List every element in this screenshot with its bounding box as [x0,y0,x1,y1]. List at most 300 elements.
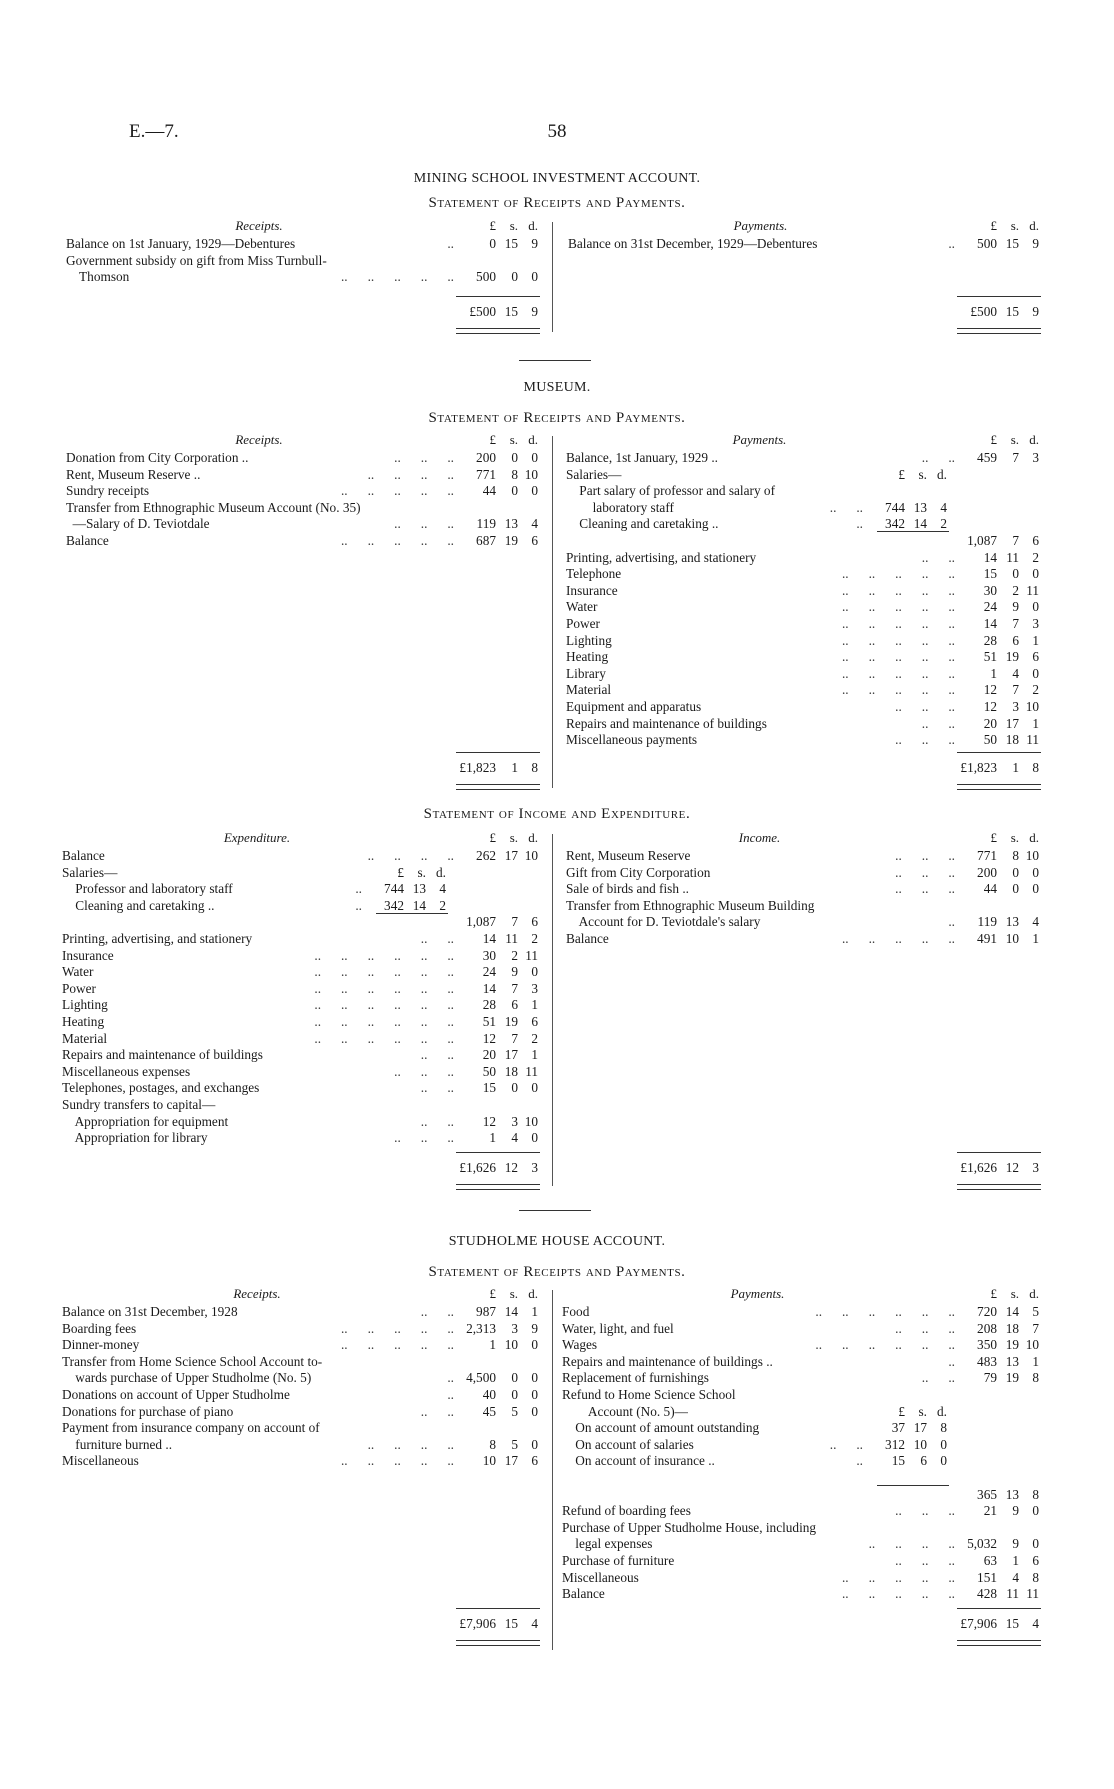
leader-dots: .. .. .. .. [367,466,454,482]
right-row-amount-pence: 5 [1032,1304,1039,1319]
left-total-rule [456,1152,540,1153]
right-row [566,682,1045,699]
left-row [62,1437,544,1454]
right-row-amount-pounds: 428 [977,1586,997,1602]
left-row-amount-shillings: 18 [504,1063,518,1079]
right-row-subamount-shillings: 14 [913,516,927,532]
right-row-subamount-shillings: 17 [913,1420,927,1436]
left-row-amount-shillings: 15 [504,236,518,251]
left-lsd-header [462,1286,538,1302]
leader-dots: .. .. .. .. .. [340,269,454,285]
right-row-amount [963,649,1039,666]
left-row-amount-pence: 1 [531,1304,538,1319]
left-row-amount-pounds: 1 [489,1337,496,1353]
right-row-label: Cleaning and caretaking .. [566,516,719,532]
left-total-pounds: £1,823 [459,760,496,775]
left-total-pence: 3 [531,1160,538,1175]
museum-ie-expenditure [62,830,544,1175]
right-row-amount-pence: 1 [1032,930,1039,946]
mining-subtitle: Statement of Receipts and Payments. [428,195,686,211]
left-row [66,500,544,517]
right-row-amount-shillings: 1 [1012,1552,1019,1568]
right-row-amount-pounds: 151 [977,1569,997,1585]
left-row [62,1370,544,1387]
right-row [562,1404,1045,1421]
right-row-amount-pence: 0 [1032,881,1039,897]
right-row-subamount-pence: 2 [940,516,947,532]
left-row [62,948,544,965]
right-row-subamount-shillings: s. [918,466,927,482]
left-row-amount-pounds: 687 [476,532,496,548]
right-row-amount-pounds: 459 [977,450,997,465]
right-lsd-header [963,830,1039,846]
right-total-pounds: £7,906 [960,1616,997,1631]
right-row [562,1536,1045,1553]
left-total-rule [456,296,540,297]
left-row-amount-shillings: 2 [511,947,518,963]
left-lsd-header-pounds: £ [489,1286,496,1301]
right-row [562,1487,1045,1504]
leader-dots: .. .. .. .. .. [340,483,454,499]
leader-dots: .. .. .. .. [367,1436,454,1452]
left-row-amount-pounds: 14 [482,980,496,996]
left-row-label: Sundry receipts [66,483,150,499]
left-row [62,1337,544,1354]
left-row [62,1387,544,1404]
right-lsd-header-shillings: s. [1010,218,1019,233]
right-row-subamount-pence: 0 [940,1453,947,1469]
right-row-amount-pounds: 20 [983,715,997,731]
leader-dots: .. [856,1453,863,1469]
right-row-amount-shillings: 18 [1005,732,1019,748]
left-row [62,848,544,865]
right-row-label: Telephone [566,566,622,582]
left-total-double-rule [456,328,540,334]
left-lsd-header-pence: d. [528,1286,538,1301]
right-row-amount-shillings: 11 [1006,549,1019,565]
right-row-amount-shillings: 14 [1005,1304,1019,1319]
right-row [566,616,1045,633]
right-total-rule [957,1152,1041,1153]
leader-dots: .. .. [420,1113,454,1129]
left-row-amount-shillings: 3 [511,1113,518,1129]
left-row-amount [462,1321,538,1338]
left-row [66,269,544,286]
left-row-amount [462,997,538,1014]
left-row-label: furniture burned .. [62,1436,173,1452]
leader-dots: .. .. [921,1370,955,1386]
right-row-amount-pounds: 720 [977,1304,997,1319]
left-row-subamount-shillings: 13 [412,881,426,897]
right-row-subamount-pence: d. [937,466,947,482]
leader-dots: .. .. .. .. .. [340,532,454,548]
left-row-amount-pence: 0 [531,1436,538,1452]
leader-dots: .. .. .. .. .. [841,1586,955,1602]
right-total-shillings: 12 [1005,1160,1019,1175]
right-row-amount [963,1536,1039,1553]
right-column-label: Payments. [730,1286,785,1301]
right-row-amount-shillings: 4 [1012,665,1019,681]
studholme-payments [562,1286,1045,1631]
left-row-label: Dinner-money [62,1337,140,1353]
left-row-label: Boarding fees [62,1320,137,1336]
right-row-amount-pounds: 208 [977,1320,997,1336]
right-row-subamount [871,467,947,484]
leader-dots: .. .. .. [895,732,955,748]
left-row [62,1420,544,1437]
right-row [566,450,1045,467]
left-row [66,236,544,253]
right-row-label: Salaries— [566,466,622,482]
left-row-amount-pounds: 15 [482,1080,496,1096]
left-row-amount-pence: 0 [531,483,538,499]
right-total-shillings: 1 [1012,760,1019,775]
left-row-amount-shillings: 0 [511,483,518,499]
left-row-label: Repairs and maintenance of buildings [62,1047,263,1063]
right-total-rule [957,752,1041,753]
left-row [62,898,544,915]
left-row-amount-shillings: 7 [511,914,518,930]
right-row-amount-pence: 6 [1032,532,1039,548]
right-row-amount-shillings: 10 [1005,930,1019,946]
left-row-amount [462,1387,538,1404]
left-total-shillings: 15 [504,304,518,319]
right-row-amount-pounds: 44 [983,881,997,897]
left-row-label: Donations on account of Upper Studholme [62,1386,290,1402]
left-lsd-header-pence: d. [528,830,538,845]
left-row-label: Thomson [66,269,130,285]
right-row-amount-pence: 1 [1032,632,1039,648]
right-row-amount-shillings: 19 [1005,649,1019,665]
leader-dots: .. .. .. [394,1130,454,1146]
left-row-label: Transfer from Ethnographic Museum Account (No. 35) [66,499,361,515]
left-row-amount-pence: 0 [531,269,538,285]
left-row [62,1354,544,1371]
left-rows [66,450,544,550]
left-row-amount-pence: 1 [531,997,538,1013]
left-row-label: Salaries— [62,864,118,880]
right-total [949,1616,1039,1632]
right-row-label: Insurance [566,582,618,598]
right-row-amount-pence: 11 [1026,732,1039,748]
right-row-amount-shillings: 11 [1006,1586,1019,1602]
right-row-label: Refund to Home Science School [562,1386,736,1402]
right-subtotal-rule [877,1485,949,1486]
right-row [562,1453,1045,1470]
left-row-amount-shillings: 10 [504,1337,518,1353]
left-row [62,881,544,898]
left-row-subamount-shillings: 14 [412,897,426,913]
left-heading [66,432,544,450]
left-row [66,467,544,484]
museum-divider [552,436,553,788]
left-row-amount [462,964,538,981]
right-row-amount [963,848,1039,865]
right-row-label: legal expenses [562,1536,653,1552]
right-heading [568,218,1045,236]
left-row [62,1114,544,1131]
left-row-label: Appropriation for equipment [62,1113,229,1129]
left-row-amount-pounds: 119 [476,516,496,532]
left-row-amount-pounds: 51 [482,1013,496,1029]
mining-divider [552,222,553,332]
right-row-label: Material [566,682,612,698]
right-lsd-header-pence: d. [1029,432,1039,447]
right-row-label: Balance, 1st January, 1929 .. [566,450,719,465]
right-row-amount-shillings: 2 [1012,582,1019,598]
right-row-amount-pence: 8 [1032,1569,1039,1585]
leader-dots: .. .. .. .. .. [841,682,955,698]
left-row-amount [462,1130,538,1147]
left-row-amount-pence: 0 [531,1130,538,1146]
right-row [562,1387,1045,1404]
right-row [566,500,1045,517]
leader-dots: .. .. .. .. .. [841,665,955,681]
right-row-subamount [871,1420,947,1437]
right-lsd-header-pounds: £ [990,432,997,447]
right-row-amount [963,599,1039,616]
left-total [448,1616,538,1632]
right-row-label: Account for D. Teviotdale's salary [566,914,761,930]
right-row-label: Food [562,1304,590,1319]
leader-dots: .. [447,236,454,251]
right-total-double-rule [957,1640,1041,1646]
right-row-amount [963,1337,1039,1354]
right-row-amount-pounds: 200 [977,864,997,880]
right-row [566,533,1045,550]
right-lsd-header-pounds: £ [990,830,997,845]
right-lsd-header-pence: d. [1029,1286,1039,1301]
right-row-subamount [871,1453,947,1470]
left-row-amount-pounds: 12 [482,1030,496,1046]
right-row-amount-pence: 6 [1032,1552,1039,1568]
right-row-amount-pounds: 491 [977,930,997,946]
right-row-label: Library [566,665,606,681]
right-row [566,583,1045,600]
left-row-amount-pence: 0 [531,1080,538,1096]
right-row-label: Lighting [566,632,612,648]
right-row-label: Gift from City Corporation [566,864,711,880]
left-lsd-header-shillings: s. [509,1286,518,1301]
left-lsd-header-pounds: £ [489,432,496,447]
museum-payments [566,432,1045,775]
right-row [566,633,1045,650]
left-row-amount-pounds: 262 [476,848,496,863]
leader-dots: .. .. [420,1047,454,1063]
left-row-amount [462,1370,538,1387]
left-row-amount [462,1337,538,1354]
right-row-amount-pounds: 119 [977,914,997,930]
left-total-shillings: 15 [504,1616,518,1631]
left-row [66,516,544,533]
right-row-amount-pounds: 63 [983,1552,997,1568]
left-row-amount-shillings: 7 [511,1030,518,1046]
right-total-pounds: £1,823 [960,760,997,775]
left-lsd-header-pounds: £ [489,218,496,233]
studholme-divider [552,1290,553,1650]
right-row-amount-shillings: 13 [1005,1353,1019,1369]
left-row-amount-shillings: 0 [511,1370,518,1386]
right-row [562,1370,1045,1387]
left-row-amount-pence: 0 [531,450,538,465]
right-row-label: Refund of boarding fees [562,1503,691,1519]
left-row-amount-shillings: 17 [504,848,518,863]
right-row-amount [963,1321,1039,1338]
leader-dots: .. .. [420,1403,454,1419]
right-row-amount-shillings: 9 [1012,1503,1019,1519]
left-row-label: Balance [62,848,105,863]
leader-dots: .. .. .. .. .. [340,1453,454,1469]
leader-dots: .. .. [420,1304,454,1319]
left-row-amount-pounds: 1 [489,1130,496,1146]
left-row-amount [462,483,538,500]
right-row-label: Repairs and maintenance of buildings [566,715,767,731]
left-row-label: Donation from City Corporation .. [66,450,249,465]
left-total [448,1160,538,1176]
right-row-amount [963,1570,1039,1587]
leader-dots: .. [447,1386,454,1402]
left-row [62,865,544,882]
left-row-label: Balance on 1st January, 1929—Debentures [66,236,296,251]
right-row-amount-shillings: 3 [1012,698,1019,714]
right-row-amount-pounds: 15 [983,566,997,582]
right-row-amount [963,1304,1039,1321]
page-number: 58 [547,121,567,142]
left-row-label: Transfer from Home Science School Account to- [62,1353,323,1369]
left-row [62,1321,544,1338]
leader-dots: .. .. .. [895,848,955,863]
right-row-label: On account of amount outstanding [562,1420,760,1436]
left-row-label: Water [62,964,94,980]
studholme-receipts [62,1286,544,1631]
right-total-rule [957,296,1041,297]
right-row-amount [963,236,1039,253]
right-lsd-header-pence: d. [1029,218,1039,233]
left-row [62,1130,544,1147]
left-total-double-rule [456,784,540,790]
left-row-amount [462,1014,538,1031]
left-row-subamount-pounds: 342 [384,897,404,913]
right-row-amount [963,1354,1039,1371]
right-lsd-header [963,432,1039,448]
right-row-amount-shillings: 8 [1012,848,1019,863]
right-row-label: Miscellaneous payments [566,732,698,748]
left-column-label: Expenditure. [223,830,291,845]
right-row-amount-pence: 10 [1025,698,1039,714]
left-row-amount [462,1304,538,1321]
left-row-amount-pounds: 2,313 [466,1320,496,1336]
left-lsd-header [462,432,538,448]
left-row-amount-shillings: 11 [505,930,518,946]
right-row-amount-shillings: 6 [1012,632,1019,648]
left-row [62,931,544,948]
left-subtotal-rule [376,913,448,914]
leader-dots: .. .. [921,715,955,731]
left-row-label: Government subsidy on gift from Miss Turnbull- [66,252,327,268]
left-row [62,1097,544,1114]
right-rows [566,848,1045,948]
right-row-label: On account of insurance .. [562,1453,715,1469]
right-column-label: Payments. [733,218,788,233]
right-row [566,881,1045,898]
right-row-amount-pounds: 350 [977,1337,997,1353]
right-total-pence: 9 [1032,304,1039,319]
right-row [562,1586,1045,1603]
left-row-label: —Salary of D. Teviotdale [66,516,210,532]
left-row-amount-pounds: 771 [476,466,496,482]
left-row-amount-shillings: 0 [511,1386,518,1402]
left-row-subamount-pounds: £ [397,864,404,880]
left-row-amount-pounds: 40 [482,1386,496,1402]
left-row [62,1304,544,1321]
leader-dots: .. .. .. .. .. .. [815,1304,955,1319]
right-row-amount-pence: 6 [1032,649,1039,665]
right-row [562,1321,1045,1338]
left-lsd-header-shillings: s. [509,432,518,447]
mining-title: MINING SCHOOL INVESTMENT ACCOUNT. [413,171,701,186]
left-total-pounds: £1,626 [459,1160,496,1175]
left-row-amount-pounds: 500 [476,269,496,285]
right-row [566,898,1045,915]
right-row-subamount-pence: 4 [940,499,947,515]
left-heading [62,830,544,848]
right-subtotal-rule [877,531,949,532]
left-row [62,1031,544,1048]
right-row-label: Purchase of furniture [562,1552,675,1568]
left-row-amount-pence: 10 [524,848,538,863]
left-row-amount-pounds: 1,087 [466,914,496,930]
left-row [62,1453,544,1470]
right-row [562,1304,1045,1321]
right-row-amount-pounds: 5,032 [967,1536,997,1552]
left-heading [62,1286,544,1304]
right-row-amount [963,583,1039,600]
right-row-subamount [871,1404,947,1421]
right-row [568,236,1045,253]
left-row-subamount-pounds: 744 [384,881,404,897]
left-row-amount-pounds: 0 [489,236,496,251]
leader-dots: .. .. .. [895,881,955,897]
right-row-amount-pence: 10 [1025,1337,1039,1353]
museum-title: MUSEUM. [523,380,591,395]
leader-dots: .. .. .. .. .. [841,1569,955,1585]
leader-dots: .. .. [921,450,955,465]
right-row-amount [963,699,1039,716]
left-row-amount [462,467,538,484]
right-total-shillings: 15 [1005,1616,1019,1631]
right-row-label: Power [566,615,600,631]
right-row-amount [963,533,1039,550]
left-row-label: Professor and laboratory staff [62,881,233,897]
left-row-label: Material [62,1030,108,1046]
left-total [448,760,538,776]
right-row-amount-pence: 8 [1032,1486,1039,1502]
right-lsd-header [963,1286,1039,1302]
right-row [562,1470,1045,1487]
right-row-label: Balance [562,1586,605,1602]
left-lsd-header [462,218,538,234]
right-row [566,865,1045,882]
left-total-pence: 9 [531,304,538,319]
right-row-amount-pounds: 24 [983,599,997,615]
left-row-label: Power [62,980,96,996]
leader-dots: .. [948,914,955,930]
right-row-label: Sale of birds and fish .. [566,881,689,897]
right-row-amount-shillings: 7 [1012,450,1019,465]
leader-dots: .. .. .. .. .. .. [314,1013,454,1029]
right-row-amount-pounds: 365 [977,1486,997,1502]
left-row-amount-pence: 6 [531,914,538,930]
